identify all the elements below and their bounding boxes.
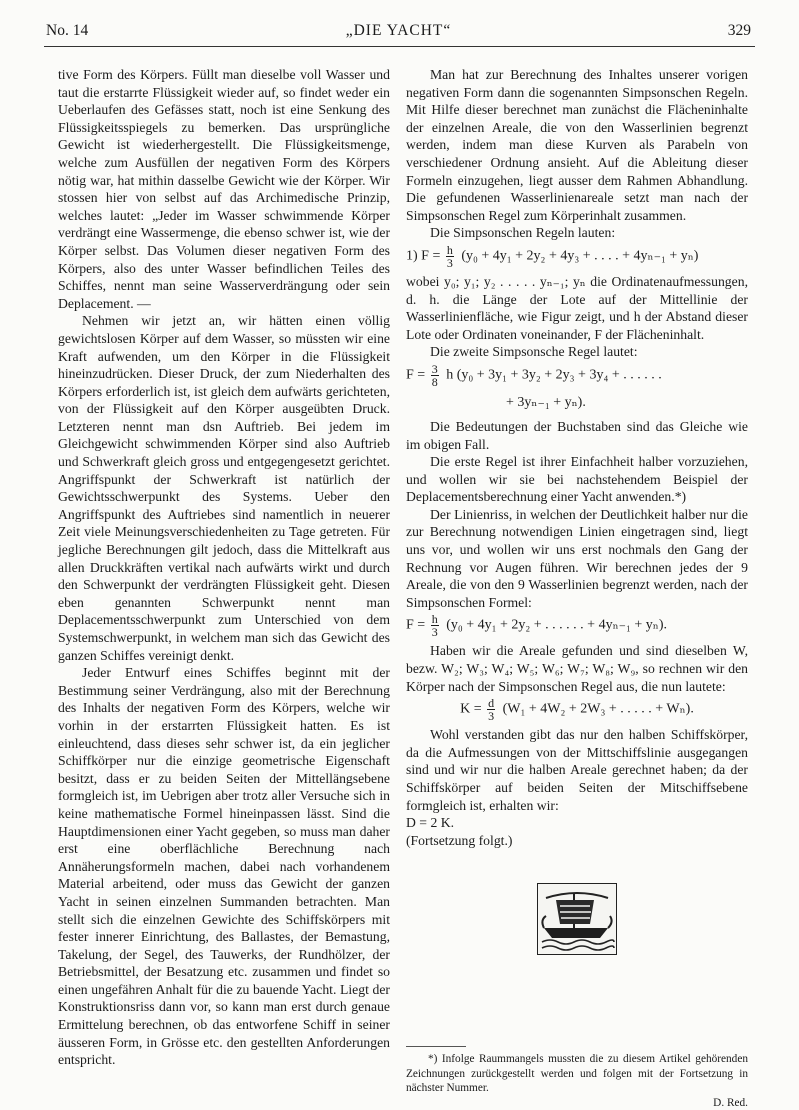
issue-number: No. 14 bbox=[46, 22, 89, 39]
formula-simpson-2-continuation: + 3yₙ₋₁ + yₙ). bbox=[506, 394, 586, 410]
paragraph: Der Linienriss, in welchen der Deutlichkeit halber nur die zur Berechnung notwendigen Linien eingetragen sind, liegt uns vor, und wollen wir uns erst nochmals den Gang der Rechnung vor Augen führen. Wir berechnen jedes der 9 Areale, die von den 9 Wasserlinien begrenzt werden, nach der Simpsonschen Formel: bbox=[406, 506, 748, 610]
paragraph: Nehmen wir jetzt an, wir hätten einen völlig gewichtslosen Körper auf dem Wasser, so müssten wir eine Kraft aufwenden, um den Körper in die Flüssigkeit hineinzudrücken. Dieser Druck, der zum Niederhalten des Körpers erforderlich ist, ist gleich dem aufwärts gerichteten, von der Flüssigkeit auf den Körper ausgeübten Druck. Letzteren nennt man dsn Auftrieb. Bei jedem im Gleichgewicht schwimmenden Körper sind also Auftrieb und Schwerkraft gleich gross und entgegengesetzt gerichtet. Angriffspunkt der Schwerkraft ist natürlich der Gewichtsschwerpunkt des Systems. Ueber den Angriffspunkt des Auftriebes sind namentlich in neuerer Zeit viele Meinungsverschiedenheiten zu Tage getreten. Für jegliche Berechnungen gilt jedoch, dass die Mittelkraft aus allen Druckkräften vertikal nach aufwärts wirkt und durch den Schwerpunkt der verdrängten Flüssigkeit geht. Diesen eben genannten Schwerpunkt nennt man Deplacementsschwerpunkt zum Unterschied von dem Systemschwerpunkt, in welchem man sich das Gewicht des ganzen Schiffes vereinigt denkt. bbox=[58, 313, 390, 663]
paragraph: Die erste Regel ist ihrer Einfachheit halber vorzuziehen, und wollen wir sie bei nachstehendem Beispiel der Deplacementsberechnung einer Yacht anwenden.*) bbox=[406, 454, 748, 505]
continuation-note: (Fortsetzung folgt.) bbox=[406, 832, 513, 848]
paragraph: Die zweite Simpsonsche Regel lautet: bbox=[430, 344, 638, 360]
footnote-rule bbox=[406, 1046, 466, 1047]
formula-simpson-2: F = $\frac{3}{8}$ h (y₀ + 3y₁ + 3y₂ + 2y₃ + 3y₄ + . . . . . . bbox=[406, 361, 662, 389]
paragraph: Man hat zur Berechnung des Inhaltes unserer vorigen negativen Form dann die sogenannten Simpsonschen Regeln. Mit Hilfe dieser berechnet man zunächst die Flächeninhalte der einzelnen Areale, die von den Wasserlinien begrenzt werden, indem man diese Kurven als Parabeln von verschiedener Ordnung ansieht. Auf die Ableitung dieser Formeln einzugehen, liegt ausser dem Rahmen Abhandlung. Die gefundenen Wasserlinienareale setzt man nach der Simpsonschen Regel zum Körperinhalt zusammen. bbox=[406, 67, 748, 223]
paragraph: Die Simpsonschen Regeln lauten: bbox=[430, 225, 616, 241]
formula-simpson-1: 1) F = $\frac{h}{3}$ (y₀ + 4y₁ + 2y₂ + 4y₃ + . . . . + 4yₙ₋₁ + yₙ) bbox=[406, 242, 699, 270]
formula-body: K = $\frac{d}{3}$ (W₁ + 4W₂ + 2W₃ + . . . . . + Wₙ). bbox=[460, 696, 694, 724]
journal-title: „DIE YACHT“ bbox=[345, 22, 452, 39]
header-rule bbox=[44, 46, 755, 47]
paragraph: Die Bedeutungen der Buchstaben sind das Gleiche wie im obigen Fall. bbox=[406, 418, 748, 452]
paragraph: Wohl verstanden gibt das nur den halben Schiffskörper, da die Aufmessungen von der Mittschiffslinie ausgegangen sind und wir nur die halben Areale gerechnet haben; da der Schiffskörper auf beiden Seiten der Mitschiffsebene formgleich ist, erhalten wir: bbox=[406, 727, 748, 813]
paragraph: tive Form des Körpers. Füllt man dieselbe voll Wasser und taut die erstarrte Flüssigkeit wieder auf, so findet weder ein Ueberlaufen des Gefässes statt, noch ist eine Senkung des Flüssigkeitsspiegels zu bemerken. Das ursprüngliche Gewicht ist wiederhergestellt. Die Flüssigkeitsmenge, welche zum Ausfüllen der negativen Form des Körpers nötig war, hat mithin dasselbe Gewicht wie der Körper. Wir stossen hier von selbst auf das Archimedische Prinzip, welches lautet: „Jeder im Wasser schwimmende Körper verdrängt eine Wassermenge, die ebenso schwer ist, wie der Körper selbst. Das Volumen dieser negativen Form des Körpers, also des unter Wasser befindlichen Teiles des Schiffes, nennt man seine Wasserverdrängung oder sein Deplacement. — bbox=[58, 67, 390, 311]
sailing-ship-icon bbox=[537, 883, 617, 955]
page-header bbox=[46, 22, 751, 44]
footnote-signature: D. Red. bbox=[713, 1096, 748, 1109]
paragraph: wobei y₀; y₁; y₂ . . . . . yₙ₋₁; yₙ die Ordinatenaufmessungen, d. h. die Länge der Lote auf der Mittellinie der Wasserlinienfläche, wie Figur zeigt, und h der Abstand dieser Lote oder Ordinaten voneinander, F der Flächeninhalt. bbox=[406, 273, 748, 342]
fraction: $\frac{3}{8}$ bbox=[431, 361, 438, 389]
page-number: 329 bbox=[727, 22, 751, 39]
paragraph: Jeder Entwurf eines Schiffes beginnt mit der Bestimmung seiner Verdrängung, also mit der Berechnung des Inhalts der negativen Form des Körpers, welche wir vorhin in der erstarrten Flüssigkeit hatten. Es ist einleuchtend, dass dieses sehr schwer ist, da ein jeglicher Schiffkörper nur die einzige geometrische Eigenschaft besitzt, dass er zu beiden Seiten der Mittellängsebene formgleich ist, im Uebrigen aber trotz aller Versuche sich in keine mathematische Formel hineinpassen lässt. Sind die Hauptdimensionen einer Yacht gegeben, so muss man daher erst eine oberflächliche Berechnung nach Annäherungsformeln machen, dabei nach vorhandenem Material arbeitend, oder muss das Gewicht der ganzen Yacht in seinen einzelnen Summanden betrachten. Man stellt sich die einzelnen Gewichte des Schiffskörpers mit fester innerer Einrichtung, des Ballastes, der Bemastung, Takelung, der Segel, des Tauwerks, der Rundhölzer, der Betriebsmittel, der Besatzung etc. zusammen und findet so einen ungefähren Anhalt für die zu bauende Yacht. Liegt der Konstruktionsriss dann vor, so kann man erst durch genaue Ermittelung berechnen, ob das entworfene Schiff in seiner äusseren Form, in Grösse etc. den gestellten Anforderungen entspricht. bbox=[58, 665, 390, 1068]
footnote-text: *) Infolge Raummangels mussten die zu diesem Artikel gehörenden Zeichnungen zurückgestellt werden und folgen mit der Fortsetzung in nächster Nummer. bbox=[406, 1053, 748, 1094]
formula-area: F = $\frac{h}{3}$ (y₀ + 4y₁ + 2y₂ + . . . . . . + 4yₙ₋₁ + yₙ). bbox=[406, 612, 668, 640]
fraction: $\frac{h}{3}$ bbox=[431, 612, 438, 640]
footnote bbox=[406, 1052, 748, 1110]
left-column bbox=[58, 66, 390, 1069]
fraction: $\frac{h}{3}$ bbox=[446, 242, 453, 270]
fraction: $\frac{d}{3}$ bbox=[488, 696, 495, 724]
paragraph: Haben wir die Areale gefunden und sind dieselben W, bezw. W₂; W₃; W₄; W₅; W₆; W₇; W₈; W₉, so rechnen wir den Körper nach der Simpsonschen Regel aus, die nun lautete: bbox=[406, 643, 748, 694]
right-column bbox=[406, 66, 748, 955]
formula-displacement: D = 2 K. bbox=[406, 815, 455, 831]
